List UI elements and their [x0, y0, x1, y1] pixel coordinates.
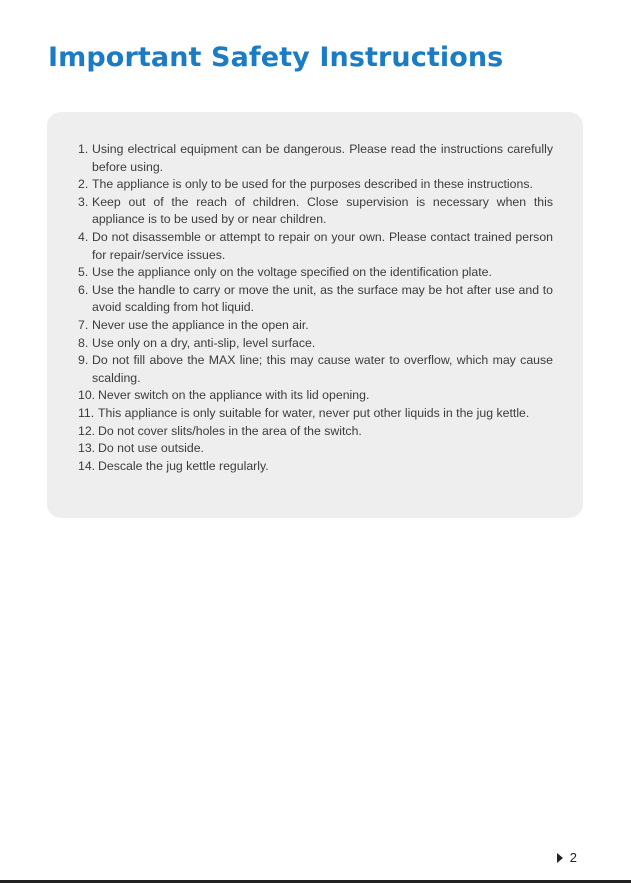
- instruction-item: [78, 423, 553, 441]
- instruction-number: 7.: [78, 317, 89, 332]
- instruction-item: [78, 176, 553, 194]
- instruction-item: [78, 335, 553, 353]
- instruction-item: [78, 458, 553, 476]
- instruction-text: Do not cover slits/holes in the area of the switch.: [98, 423, 362, 438]
- instruction-text: Use the appliance only on the voltage specified on the identification plate.: [92, 265, 492, 280]
- instruction-number: 13.: [78, 441, 96, 456]
- instruction-number: 11.: [78, 405, 95, 420]
- instruction-item: [78, 317, 553, 335]
- page-number: 2: [569, 850, 577, 865]
- instruction-number: 12.: [78, 423, 96, 438]
- instruction-number: 3.: [78, 194, 89, 209]
- instruction-item: [78, 229, 553, 264]
- instructions-panel: [47, 112, 583, 518]
- instruction-item: [78, 194, 553, 229]
- instruction-item: [78, 405, 553, 423]
- instruction-item: [78, 141, 553, 176]
- instruction-number: 4.: [78, 229, 89, 244]
- instruction-text: Use the handle to carry or move the unit, as the surface may be hot after use and to avoid scalding from hot liquid.: [92, 282, 553, 315]
- instruction-text: Descale the jug kettle regularly.: [98, 458, 269, 473]
- instruction-number: 5.: [78, 265, 89, 280]
- instruction-number: 6.: [78, 282, 89, 297]
- instruction-item: [78, 282, 553, 317]
- triangle-right-icon: [557, 853, 563, 863]
- instruction-number: 14.: [78, 458, 96, 473]
- instruction-text: Using electrical equipment can be dangerous. Please read the instructions carefully before using.: [92, 142, 553, 174]
- instruction-text: Use only on a dry, anti-slip, level surface.: [92, 335, 316, 350]
- instruction-item: [78, 352, 553, 387]
- instruction-number: 10.: [78, 388, 96, 403]
- instruction-number: 9.: [78, 353, 89, 368]
- page-title: Important Safety Instructions: [48, 42, 504, 73]
- instruction-text: Never switch on the appliance with its lid opening.: [98, 388, 370, 403]
- instruction-item: [78, 440, 553, 458]
- instructions-list: [78, 141, 553, 475]
- instruction-text: Never use the appliance in the open air.: [92, 317, 309, 332]
- instruction-number: 1.: [78, 142, 89, 156]
- instruction-text: Do not use outside.: [98, 441, 204, 456]
- instruction-item: [78, 387, 553, 405]
- instruction-item: [78, 264, 553, 282]
- instruction-text: Do not fill above the MAX line; this may cause water to overflow, which may cause scalding.: [92, 353, 553, 385]
- instruction-text: Do not disassemble or attempt to repair on your own. Please contact trained person for repair/service issues.: [92, 229, 553, 262]
- page-footer: [557, 850, 577, 865]
- instruction-text: The appliance is only to be used for the purposes described in these instructions.: [92, 177, 533, 192]
- instruction-number: 2.: [78, 177, 89, 192]
- instruction-text: This appliance is only suitable for water, never put other liquids in the jug kettle.: [98, 405, 530, 420]
- instruction-number: 8.: [78, 335, 89, 350]
- instruction-text: Keep out of the reach of children. Close supervision is necessary when this appliance is to be used by or near children.: [92, 194, 553, 227]
